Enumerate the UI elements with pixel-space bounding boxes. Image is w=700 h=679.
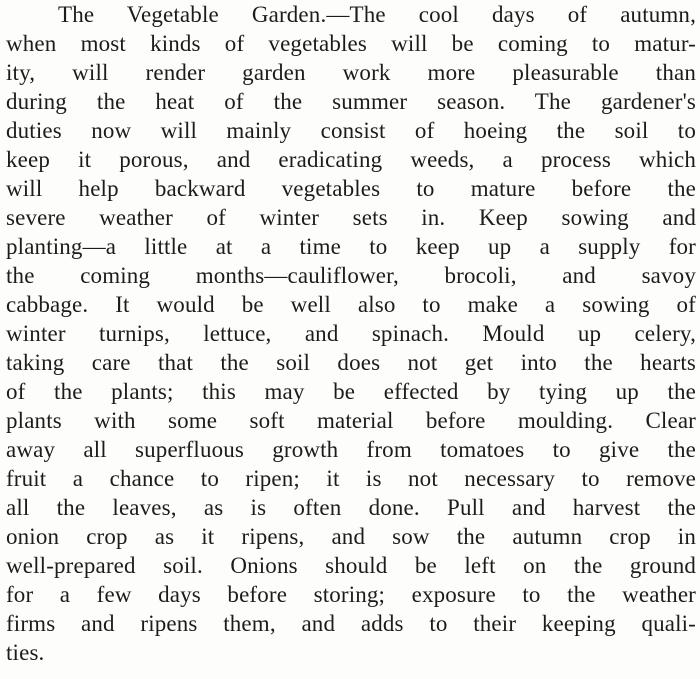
- text-line-12: winter turnips, lettuce, and spinach. Mould up celery,: [6, 321, 696, 346]
- text-line-19: onion crop as it ripens, and sow the autumn crop in: [6, 524, 696, 549]
- text-line-9: planting—a little at a time to keep up a supply for: [6, 234, 696, 259]
- text-line-11: cabbage. It would be well also to make a sowing of: [6, 292, 696, 317]
- text-line-21: for a few days before storing; exposure to the weather: [6, 582, 696, 607]
- text-line-5: duties now will mainly consist of hoeing the soil to: [6, 118, 696, 143]
- text-line-14: of the plants; this may be effected by tying up the: [6, 379, 696, 404]
- text-line-20: well-prepared soil. Onions should be left on the ground: [6, 553, 696, 578]
- text-line-15: plants with some soft material before moulding. Clear: [6, 408, 696, 433]
- text-line-7: will help backward vegetables to mature before the: [6, 176, 696, 201]
- text-line-16: away all superfluous growth from tomatoes to give the: [6, 437, 696, 462]
- text-line-10: the coming months—cauliflower, brocoli, and savoy: [6, 263, 696, 288]
- text-line-4: during the heat of the summer season. The gardener's: [6, 89, 696, 114]
- text-line-13: taking care that the soil does not get into the hearts: [6, 350, 696, 375]
- text-line-2: when most kinds of vegetables will be coming to matur-: [6, 31, 696, 56]
- text-line-23: ties.: [6, 640, 45, 665]
- text-line-3: ity, will render garden work more pleasurable than: [6, 60, 696, 85]
- text-line-17: fruit a chance to ripen; it is not necessary to remove: [6, 466, 696, 491]
- text-line-8: severe weather of winter sets in. Keep sowing and: [6, 205, 696, 230]
- text-line-18: all the leaves, as is often done. Pull and harvest the: [6, 495, 696, 520]
- text-line-22: firms and ripens them, and adds to their keeping quali-: [6, 611, 696, 636]
- text-line-6: keep it porous, and eradicating weeds, a process which: [6, 147, 696, 172]
- text-line-1: The Vegetable Garden.—The cool days of autumn,: [58, 2, 696, 27]
